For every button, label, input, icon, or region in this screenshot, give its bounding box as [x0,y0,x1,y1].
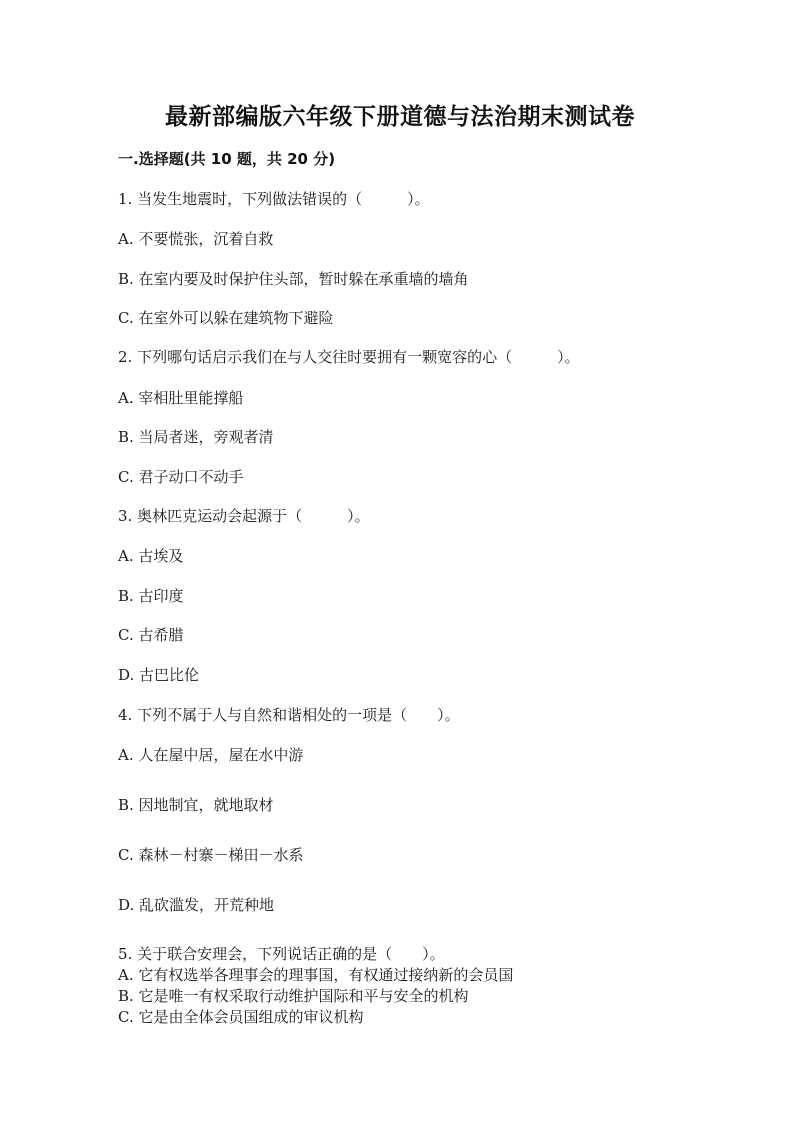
question-4-option-d: D. 乱砍滥发，开荒种地 [118,896,275,914]
question-5-option-a: A. 它有权选举各理事会的理事国，有权通过接纳新的会员国 [118,966,514,984]
question-4-option-a: A. 人在屋中居，屋在水中游 [118,746,304,764]
question-5-stem: 5. 关于联合安理会，下列说话正确的是（ ）。 [118,945,445,963]
question-1-option-a: A. 不要慌张，沉着自救 [118,230,274,248]
question-4-stem: 4. 下列不属于人与自然和谐相处的一项是（ ）。 [118,706,460,724]
question-3-option-b: B. 古印度 [118,587,184,605]
question-3-option-c: C. 古希腊 [118,626,184,644]
question-1-option-b: B. 在室内要及时保护住头部，暂时躲在承重墙的墙角 [118,270,469,288]
question-2-option-b: B. 当局者迷，旁观者清 [118,428,274,446]
section-heading: 一.选择题(共 10 题，共 20 分) [118,150,336,168]
question-3-stem: 3. 奥林匹克运动会起源于（ ）。 [118,507,370,525]
question-2-option-c: C. 君子动口不动手 [118,468,244,486]
question-5-option-c: C. 它是由全体会员国组成的审议机构 [118,1008,364,1026]
question-1-option-c: C. 在室外可以躲在建筑物下避险 [118,309,334,327]
exam-title: 最新部编版六年级下册道德与法治期末测试卷 [165,104,635,130]
question-5-block [118,944,513,1028]
question-3-option-d: D. 古巴比伦 [118,666,200,684]
question-2-option-a: A. 宰相肚里能撑船 [118,389,244,407]
question-4-option-b: B. 因地制宜，就地取材 [118,796,274,814]
question-5-option-b: B. 它是唯一有权采取行动维护国际和平与安全的机构 [118,987,469,1005]
question-4-option-c: C. 森林－村寨－梯田－水系 [118,846,304,864]
question-1-stem: 1. 当发生地震时，下列做法错误的（ ）。 [118,190,430,208]
question-2-stem: 2. 下列哪句话启示我们在与人交往时要拥有一颗宽容的心（ ）。 [118,348,580,366]
question-3-option-a: A. 古埃及 [118,547,184,565]
